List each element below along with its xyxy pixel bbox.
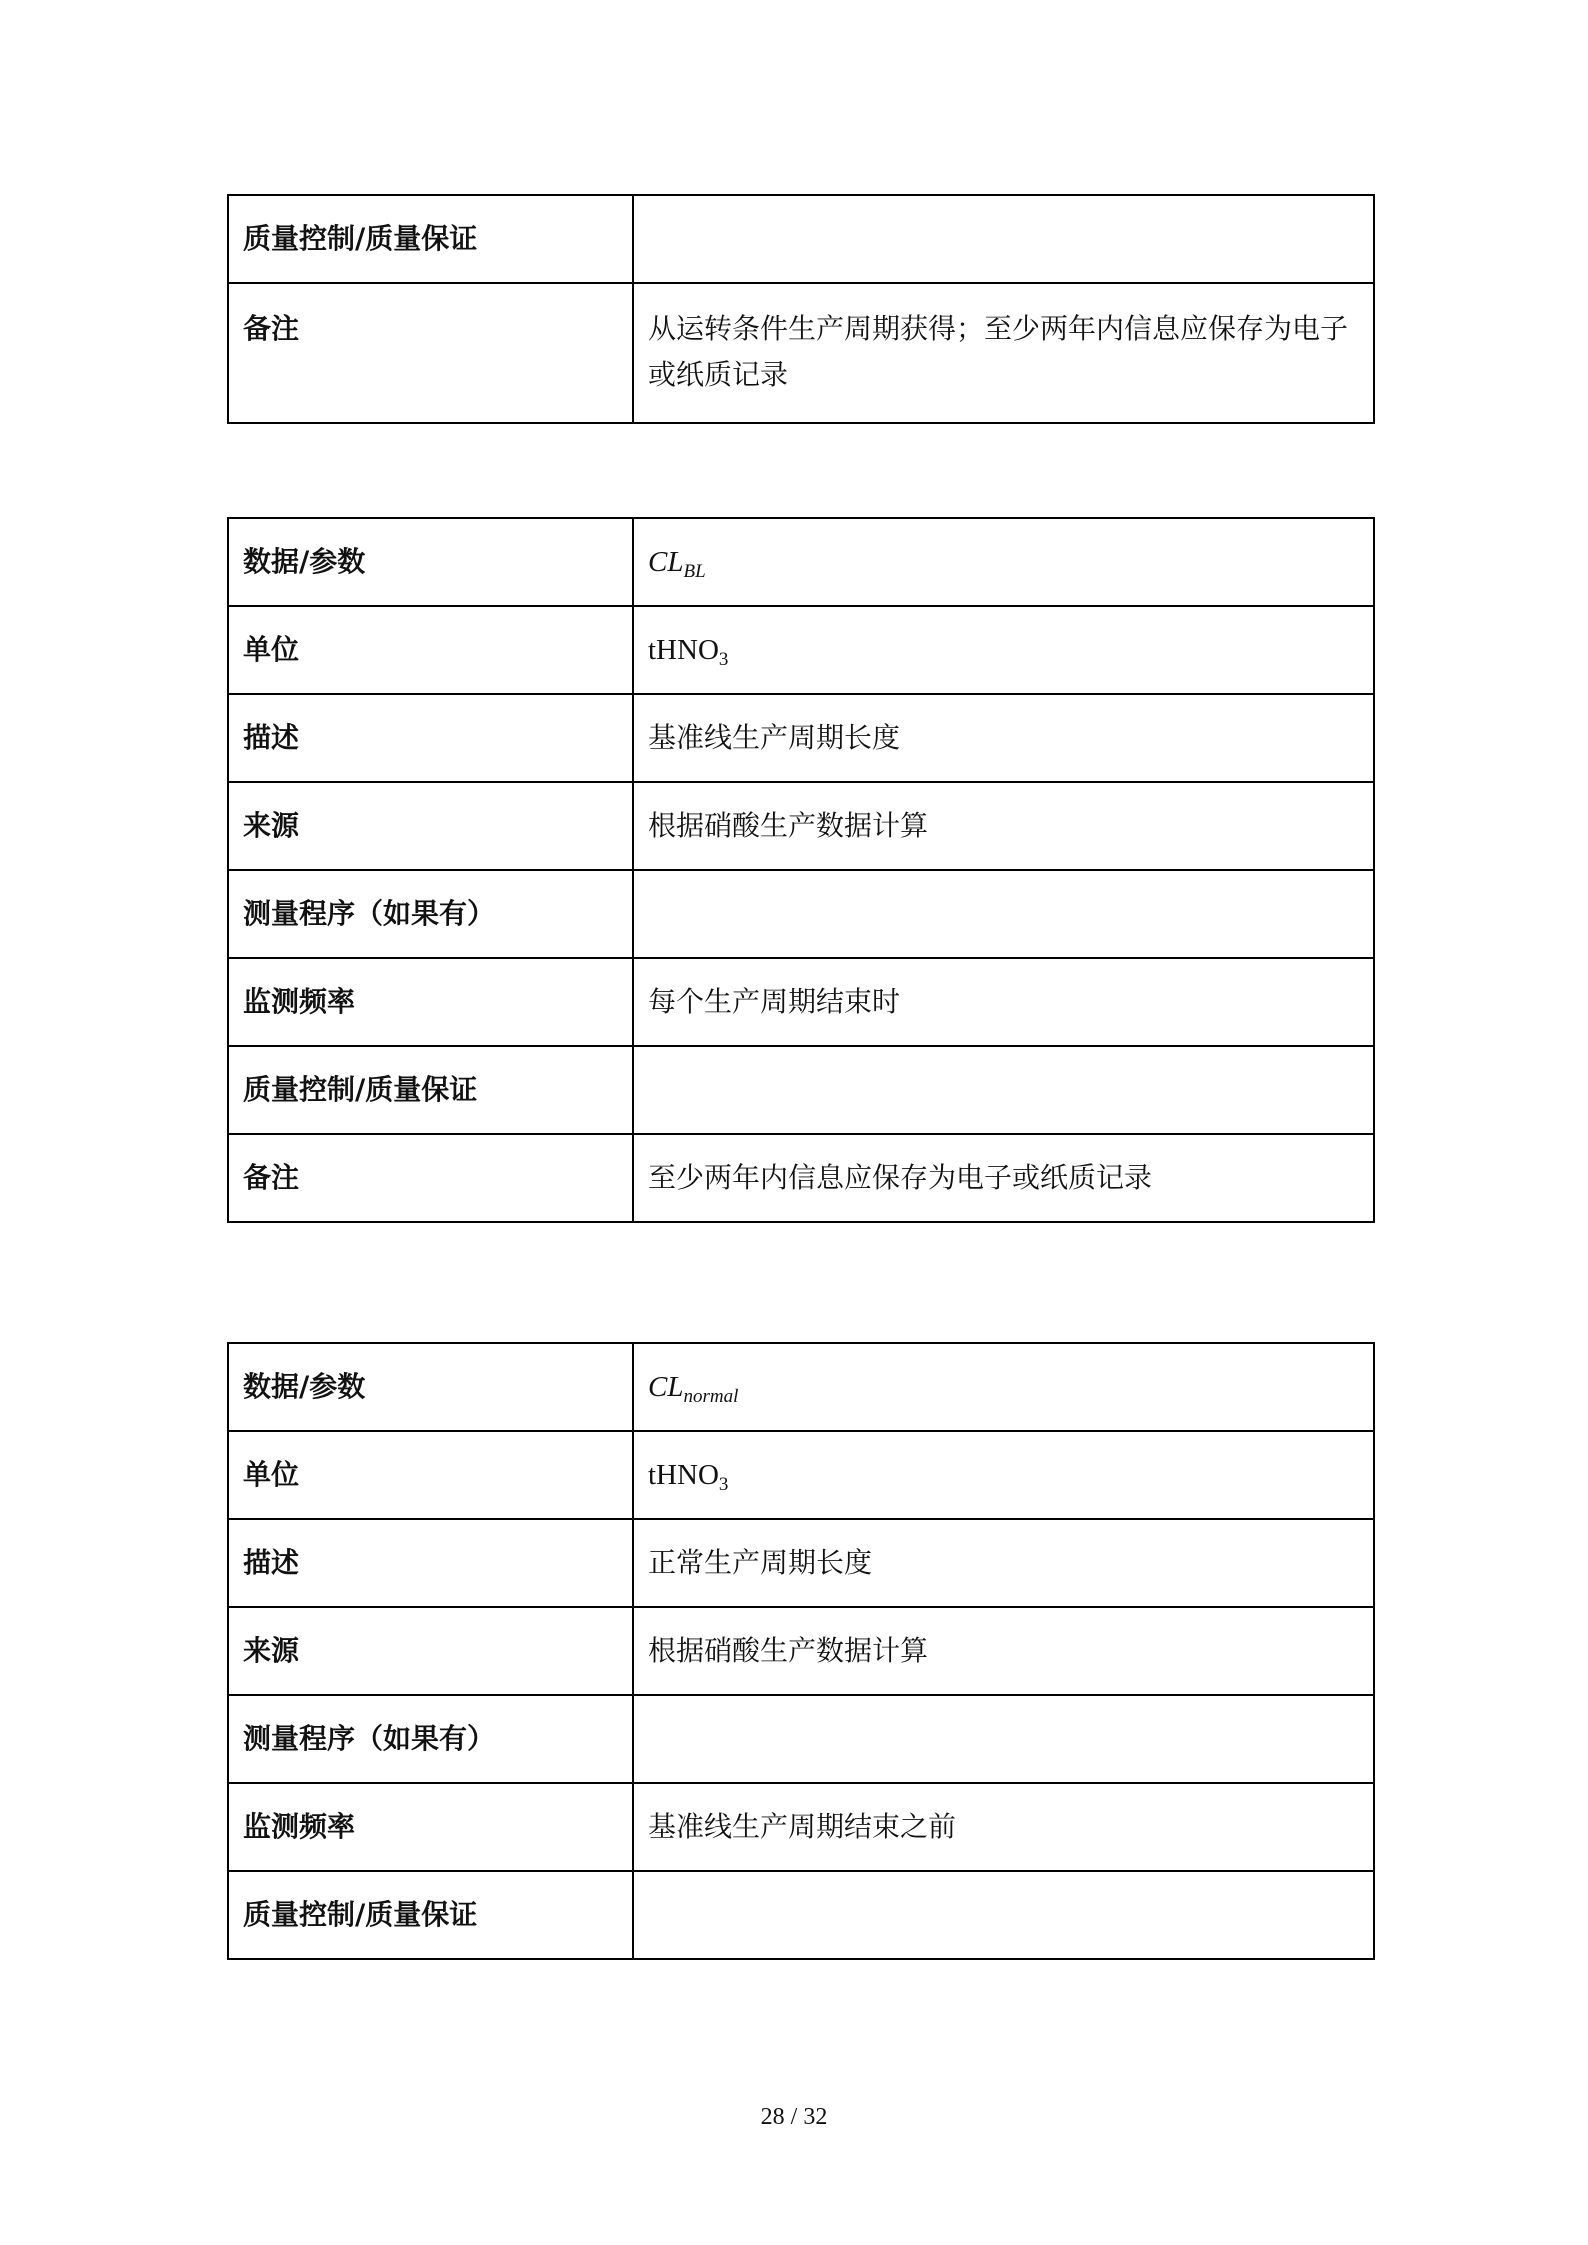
unit-main: tHNO [648, 634, 719, 666]
table-row [228, 1519, 1374, 1607]
row-label: 质量控制/质量保证 [228, 1046, 633, 1134]
row-label: 质量控制/质量保证 [228, 195, 633, 283]
table-row [228, 694, 1374, 782]
row-value [633, 1695, 1374, 1783]
table-row [228, 518, 1374, 606]
table-row [228, 195, 1374, 283]
table-row [228, 1871, 1374, 1959]
row-value: 正常生产周期长度 [633, 1519, 1374, 1607]
unit-formula [648, 634, 729, 670]
row-value: 从运转条件生产周期获得；至少两年内信息应保存为电子或纸质记录 [633, 283, 1374, 423]
row-value [633, 195, 1374, 283]
row-label: 来源 [228, 1607, 633, 1695]
table-row [228, 1046, 1374, 1134]
table-row [228, 1343, 1374, 1431]
symbol-subscript: BL [683, 561, 706, 582]
table-row [228, 782, 1374, 870]
parameter-symbol [648, 1371, 739, 1407]
row-value [633, 1431, 1374, 1519]
row-label: 备注 [228, 283, 633, 423]
symbol-main: CL [648, 1371, 684, 1403]
row-label: 测量程序（如果有） [228, 1695, 633, 1783]
unit-formula [648, 1459, 729, 1495]
unit-subscript: 3 [718, 649, 729, 670]
row-label: 单位 [228, 606, 633, 694]
row-value [633, 1871, 1374, 1959]
row-label: 数据/参数 [228, 518, 633, 606]
table-row [228, 1431, 1374, 1519]
table-row [228, 1134, 1374, 1222]
row-label: 描述 [228, 694, 633, 782]
row-label: 备注 [228, 1134, 633, 1222]
row-label: 监测频率 [228, 1783, 633, 1871]
table-row [228, 283, 1374, 423]
parameter-table-cl-normal [227, 1342, 1375, 1960]
row-value [633, 518, 1374, 606]
row-value: 根据硝酸生产数据计算 [633, 1607, 1374, 1695]
parameter-symbol [648, 546, 706, 582]
table-row [228, 606, 1374, 694]
table-row [228, 958, 1374, 1046]
row-value: 至少两年内信息应保存为电子或纸质记录 [633, 1134, 1374, 1222]
table-row [228, 1783, 1374, 1871]
parameter-table-cl-bl [227, 517, 1375, 1223]
unit-subscript: 3 [718, 1474, 729, 1495]
row-value: 每个生产周期结束时 [633, 958, 1374, 1046]
row-value [633, 606, 1374, 694]
row-value [633, 1046, 1374, 1134]
symbol-subscript: normal [683, 1386, 739, 1407]
unit-main: tHNO [648, 1459, 719, 1491]
row-label: 来源 [228, 782, 633, 870]
row-label: 数据/参数 [228, 1343, 633, 1431]
row-label: 单位 [228, 1431, 633, 1519]
row-value: 基准线生产周期结束之前 [633, 1783, 1374, 1871]
table-row [228, 1695, 1374, 1783]
row-value: 基准线生产周期长度 [633, 694, 1374, 782]
row-value [633, 1343, 1374, 1431]
row-label: 描述 [228, 1519, 633, 1607]
row-value [633, 870, 1374, 958]
table-row [228, 870, 1374, 958]
page-number: 28 / 32 [760, 2104, 828, 2130]
table-row [228, 1607, 1374, 1695]
row-value: 根据硝酸生产数据计算 [633, 782, 1374, 870]
row-label: 测量程序（如果有） [228, 870, 633, 958]
parameter-table-continued [227, 194, 1375, 424]
row-label: 监测频率 [228, 958, 633, 1046]
row-label: 质量控制/质量保证 [228, 1871, 633, 1959]
symbol-main: CL [648, 546, 684, 578]
